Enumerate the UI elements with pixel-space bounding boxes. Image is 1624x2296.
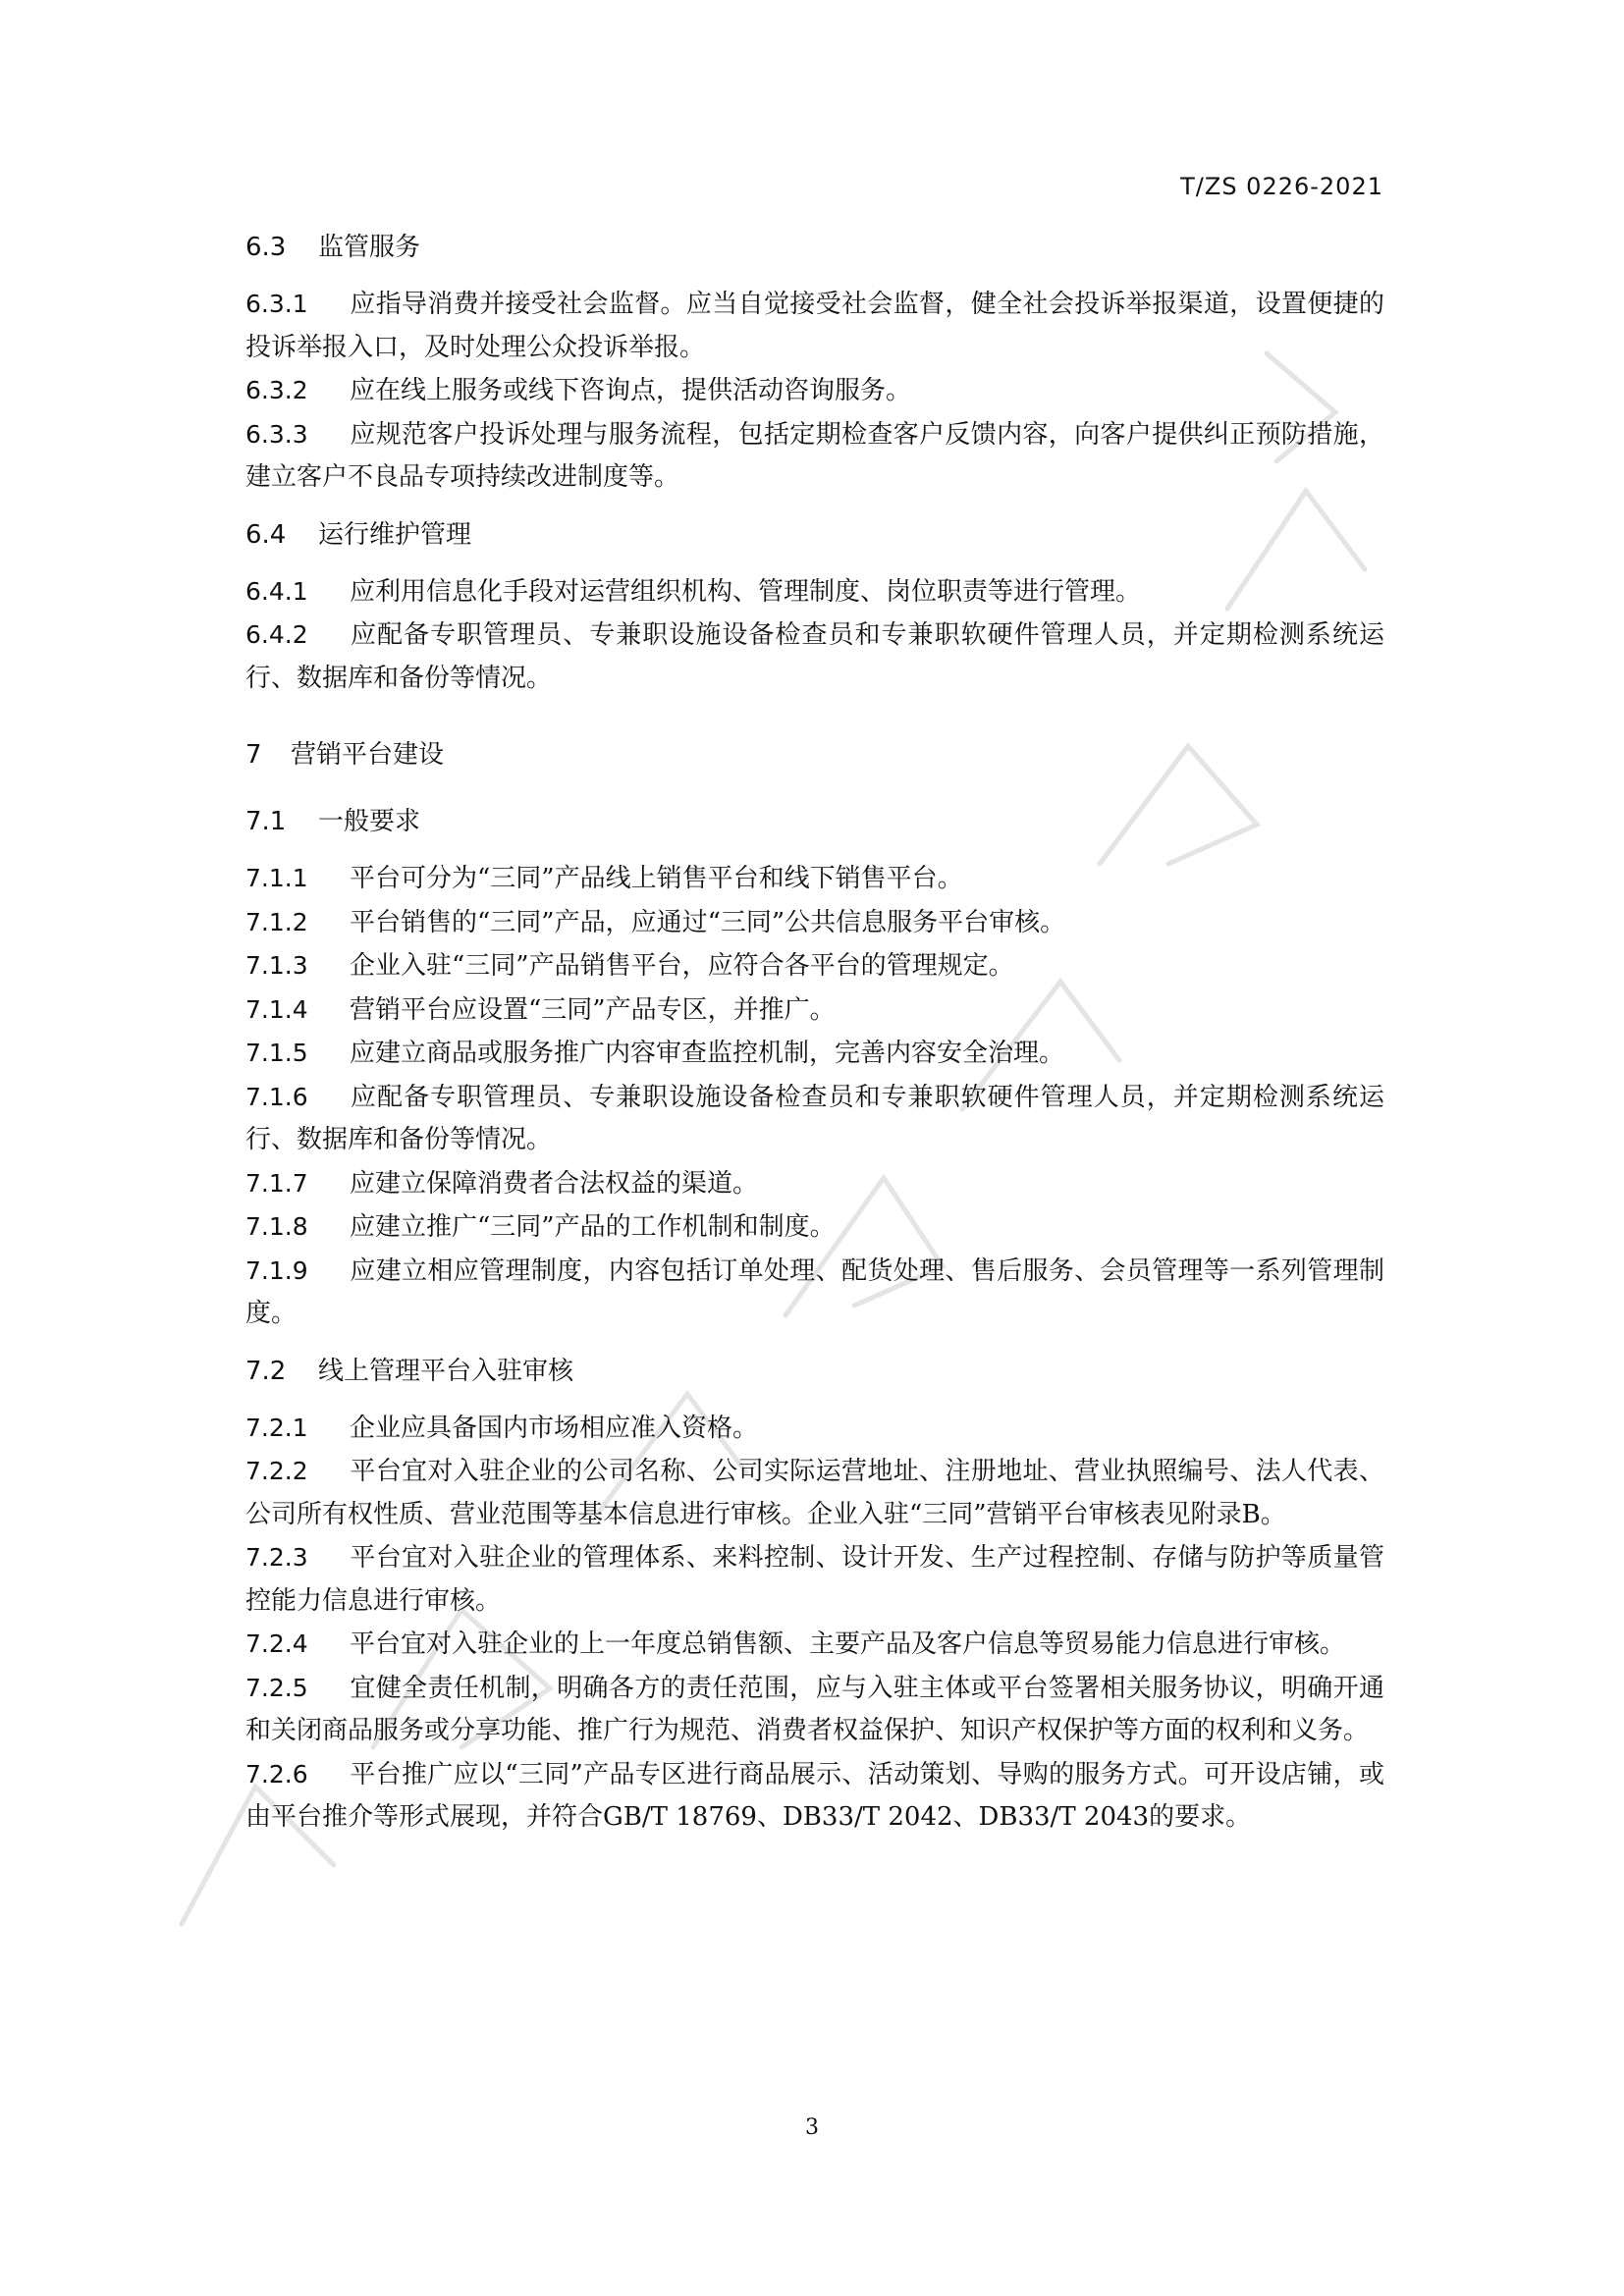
clause-text: 平台推广应以“三同”产品专区进行商品展示、活动策划、导购的服务方式。可开设店铺，或由平台推介等形式展现，并符合GB/T 18769、DB33/T 2042、DB33/T 2043的要求。 — [245, 1759, 1384, 1832]
clause-7-1-6 — [245, 1076, 1384, 1162]
clause-number: 7.2.6 — [245, 1759, 308, 1789]
clause-number: 6.3.1 — [245, 290, 308, 318]
clause-6-4-1 — [245, 570, 1384, 614]
clause-text: 宜健全责任机制，明确各方的责任范围，应与入驻主体或平台签署相关服务协议，明确开通和关闭商品服务或分享功能、推广行为规范、消费者权益保护、知识产权保护等方面的权利和义务。 — [245, 1673, 1384, 1745]
clause-7-2-3 — [245, 1536, 1384, 1623]
clause-text: 应指导消费并接受社会监督。应当自觉接受社会监督，健全社会投诉举报渠道，设置便捷的投诉举报入口，及时处理公众投诉举报。 — [245, 290, 1384, 362]
page-number: 3 — [805, 2115, 819, 2140]
clause-text: 应建立相应管理制度，内容包括订单处理、配货处理、售后服务、会员管理等一系列管理制度。 — [245, 1255, 1384, 1328]
clause-number: 7.1.1 — [245, 864, 308, 892]
section-heading-6-4 — [245, 513, 1384, 557]
clause-text: 应配备专职管理员、专兼职设施设备检查员和专兼职软硬件管理人员，并定期检测系统运行、数据库和备份等情况。 — [245, 1082, 1384, 1154]
clause-text: 应规范客户投诉处理与服务流程，包括定期检查客户反馈内容，向客户提供纠正预防措施，建立客户不良品专项持续改进制度等。 — [245, 419, 1384, 492]
clause-7-1-8 — [245, 1205, 1384, 1250]
clause-number: 7.1.9 — [245, 1255, 308, 1285]
clause-7-1-4 — [245, 988, 1384, 1033]
clause-number: 7 — [245, 740, 262, 770]
clause-7-1-9 — [245, 1250, 1384, 1336]
clause-text: 应建立保障消费者合法权益的渠道。 — [350, 1168, 759, 1199]
clause-number: 7.1.7 — [245, 1168, 308, 1198]
clause-number: 6.4.1 — [245, 576, 308, 606]
clause-number: 7.2.4 — [245, 1629, 308, 1658]
clause-7-1-7 — [245, 1162, 1384, 1206]
clause-number: 7.2.3 — [245, 1543, 308, 1572]
clause-text: 应在线上服务或线下咨询点，提供活动咨询服务。 — [350, 376, 912, 405]
clause-number: 7.1.2 — [245, 907, 308, 936]
clause-number: 7.2.5 — [245, 1673, 308, 1702]
clause-number: 7.1.3 — [245, 951, 308, 980]
clause-7-2-5 — [245, 1667, 1384, 1753]
clause-text: 企业入驻“三同”产品销售平台，应符合各平台的管理规定。 — [350, 951, 1014, 981]
clause-7-1-2 — [245, 901, 1384, 945]
clause-7-2-4 — [245, 1623, 1384, 1667]
clause-text: 企业应具备国内市场相应准入资格。 — [350, 1413, 759, 1443]
clause-number: 7.2.1 — [245, 1413, 308, 1442]
clause-text: 应配备专职管理员、专兼职设施设备检查员和专兼职软硬件管理人员，并定期检测系统运行、数据库和备份等情况。 — [245, 620, 1384, 693]
clause-number: 6.4.2 — [245, 620, 308, 649]
clause-number: 7.1.6 — [245, 1082, 308, 1111]
clause-number: 7.1.5 — [245, 1039, 308, 1067]
heading-text: 监管服务 — [318, 233, 421, 262]
clause-number: 7.1.4 — [245, 994, 308, 1024]
clause-text: 应建立商品或服务推广内容审查监控机制，完善内容安全治理。 — [350, 1039, 1065, 1068]
clause-text: 平台宜对入驻企业的公司名称、公司实际运营地址、注册地址、营业执照编号、法人代表、公司所有权性质、营业范围等基本信息进行审核。企业入驻“三同”营销平台审核表见附录B。 — [245, 1457, 1384, 1529]
document-body — [245, 226, 1384, 1840]
clause-6-3-1 — [245, 283, 1384, 369]
clause-7-1-1 — [245, 857, 1384, 901]
clause-number: 6.3.3 — [245, 419, 308, 449]
heading-text: 线上管理平台入驻审核 — [318, 1356, 574, 1386]
clause-text: 平台可分为“三同”产品线上销售平台和线下销售平台。 — [350, 864, 963, 893]
clause-number: 7.1 — [245, 807, 287, 836]
clause-number: 7.2 — [245, 1356, 287, 1386]
section-heading-7-2 — [245, 1350, 1384, 1393]
clause-6-3-2 — [245, 369, 1384, 413]
clause-number: 7.1.8 — [245, 1212, 308, 1241]
clause-6-4-2 — [245, 614, 1384, 700]
clause-number: 7.2.2 — [245, 1457, 308, 1485]
clause-text: 应建立推广“三同”产品的工作机制和制度。 — [350, 1212, 836, 1242]
section-heading-7 — [245, 733, 1384, 776]
heading-text: 运行维护管理 — [318, 519, 472, 550]
document-code: T/ZS 0226-2021 — [1180, 173, 1383, 200]
clause-7-1-5 — [245, 1032, 1384, 1076]
clause-7-2-2 — [245, 1450, 1384, 1536]
clause-7-2-1 — [245, 1407, 1384, 1451]
section-heading-7-1 — [245, 800, 1384, 843]
clause-number: 6.3.2 — [245, 376, 308, 404]
clause-text: 营销平台应设置“三同”产品专区，并推广。 — [350, 994, 836, 1025]
clause-number: 6.4 — [245, 519, 287, 550]
section-heading-6-3 — [245, 226, 1384, 269]
clause-6-3-3 — [245, 413, 1384, 500]
heading-text: 一般要求 — [318, 807, 421, 836]
clause-text: 平台销售的“三同”产品，应通过“三同”公共信息服务平台审核。 — [350, 907, 1066, 937]
clause-7-2-6 — [245, 1753, 1384, 1840]
heading-text: 营销平台建设 — [291, 740, 445, 770]
clause-text: 应利用信息化手段对运营组织机构、管理制度、岗位职责等进行管理。 — [350, 576, 1142, 607]
clause-text: 平台宜对入驻企业的管理体系、来料控制、设计开发、生产过程控制、存储与防护等质量管控能力信息进行审核。 — [245, 1543, 1384, 1616]
clause-number: 6.3 — [245, 233, 287, 262]
clause-text: 平台宜对入驻企业的上一年度总销售额、主要产品及客户信息等贸易能力信息进行审核。 — [350, 1629, 1346, 1659]
clause-7-1-3 — [245, 944, 1384, 988]
